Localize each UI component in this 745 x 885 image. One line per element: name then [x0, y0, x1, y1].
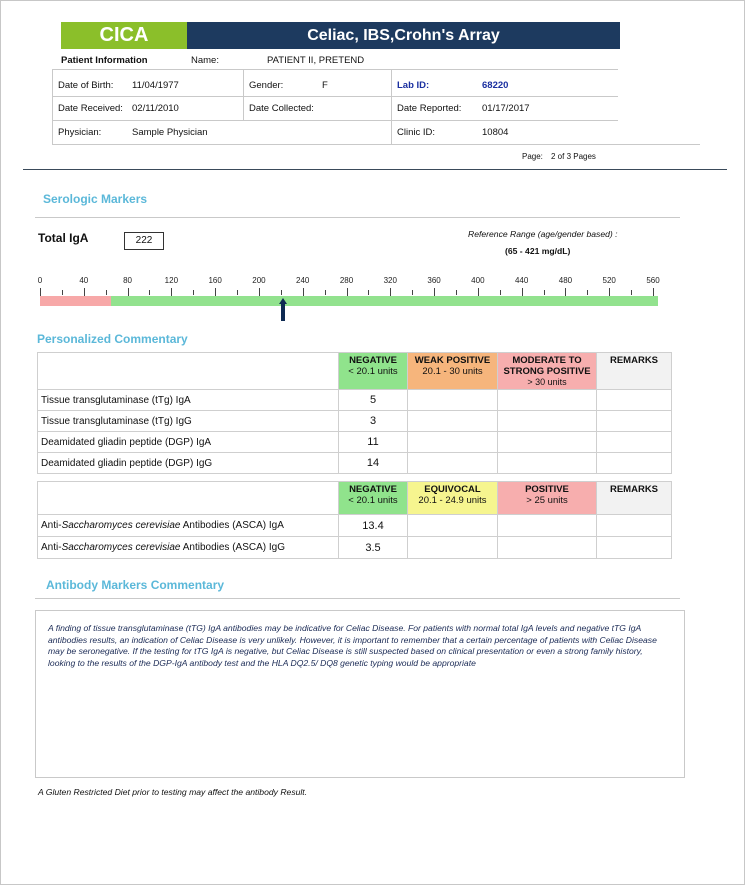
- scale-tick-label: 40: [79, 276, 89, 285]
- report-title: Celiac, IBS,Crohn's Array: [187, 22, 620, 49]
- scale-major-tick: [565, 288, 566, 296]
- reference-label: Reference Range (age/gender based) :: [468, 229, 618, 239]
- table-row: [38, 537, 672, 559]
- scale-tick-label: 520: [602, 276, 616, 285]
- grid-vline: [52, 69, 53, 144]
- scale-major-tick: [478, 288, 479, 296]
- scale-minor-tick: [587, 290, 588, 295]
- serologic-title: Serologic Markers: [43, 192, 148, 206]
- antibody-title: Antibody Markers Commentary: [46, 578, 225, 592]
- scale-minor-tick: [193, 290, 194, 295]
- scale-major-tick: [390, 288, 391, 296]
- scale-minor-tick: [500, 290, 501, 295]
- name-label: Name:: [191, 55, 219, 66]
- marker-value: 13.4: [339, 515, 408, 537]
- scale-major-tick: [522, 288, 523, 296]
- grid-vline: [391, 69, 392, 144]
- scale-minor-tick: [456, 290, 457, 295]
- physician-value: Sample Physician: [132, 127, 208, 138]
- celiac-table: [37, 352, 672, 474]
- header-blank-cell: [38, 353, 339, 390]
- scale-minor-tick: [368, 290, 369, 295]
- scale-tick-label: 400: [471, 276, 485, 285]
- commentary-title: Personalized Commentary: [37, 332, 188, 346]
- marker-value: 3: [339, 411, 408, 432]
- negative-header: NEGATIVE < 20.1 units: [339, 353, 408, 390]
- clinic-value: 10804: [482, 127, 509, 138]
- marker-name: Tissue transglutaminase (tTg) IgG: [38, 411, 339, 432]
- table-row: [38, 515, 672, 537]
- scale-major-tick: [171, 288, 172, 296]
- marker-name: Tissue transglutaminase (tTg) IgA: [38, 390, 339, 411]
- marker-value: 5: [339, 390, 408, 411]
- divider: [35, 598, 680, 599]
- scale-tick-label: 120: [164, 276, 179, 285]
- reference-range: (65 - 421 mg/dL): [505, 246, 571, 256]
- negative-header: NEGATIVE < 20.1 units: [339, 482, 408, 515]
- divider: [52, 69, 618, 70]
- divider: [35, 217, 680, 218]
- divider: [52, 96, 618, 97]
- patient-info-label: Patient Information: [61, 55, 148, 66]
- received-label: Date Received:: [58, 103, 123, 114]
- collected-label: Date Collected:: [249, 103, 314, 114]
- reported-label: Date Reported:: [397, 103, 462, 114]
- scale-major-tick: [40, 288, 41, 296]
- asca-table: [37, 481, 672, 559]
- scale-minor-tick: [544, 290, 545, 295]
- scale-minor-tick: [631, 290, 632, 295]
- reported-value: 01/17/2017: [482, 103, 530, 114]
- marker-name: Anti-Saccharomyces cerevisiae Antibodies (ASCA) IgA: [38, 515, 339, 537]
- grid-vline: [243, 69, 244, 120]
- table-row: [38, 390, 672, 411]
- scale-minor-tick: [325, 290, 326, 295]
- page-label: Page:: [522, 152, 543, 161]
- scale-major-tick: [128, 288, 129, 296]
- weak-positive-header: WEAK POSITIVE 20.1 - 30 units: [408, 353, 498, 390]
- header-rule: [23, 169, 727, 170]
- scale-minor-tick: [149, 290, 150, 295]
- scale-tick-label: 320: [383, 276, 397, 285]
- table-row: [38, 411, 672, 432]
- page-number: 2 of 3 Pages: [551, 152, 596, 161]
- gender-label: Gender:: [249, 80, 284, 91]
- received-value: 02/11/2010: [132, 103, 179, 114]
- equivocal-header: EQUIVOCAL 20.1 - 24.9 units: [408, 482, 498, 515]
- scale-major-tick: [347, 288, 348, 296]
- low-range-bar: [40, 296, 111, 306]
- antibody-commentary-box: [35, 610, 685, 778]
- marker-value: 11: [339, 432, 408, 453]
- scale-tick-label: 360: [427, 276, 441, 285]
- header-blank-cell: [38, 482, 339, 515]
- scale-major-tick: [434, 288, 435, 296]
- dob-value: 11/04/1977: [132, 80, 179, 91]
- patient-name: PATIENT II, PRETEND: [267, 55, 365, 66]
- marker-name: Anti-Saccharomyces cerevisiae Antibodies (ASCA) IgG: [38, 537, 339, 559]
- labid-value: 68220: [482, 80, 509, 91]
- marker-value: 3.5: [339, 537, 408, 559]
- labid-label: Lab ID:: [397, 80, 430, 91]
- antibody-commentary-text: A finding of tissue transglutaminase (tTG) IgA antibodies may be indicative for Celiac Disease. For patients with normal total IgA levels and negative tTG IgA antibodies results, an indication of Celiac Disease is very unlikely. However, it is important to remember that a certain percentage of patients with Celiac Disease may be seronegative. If the testing for tTG IgA is negative, but Celiac Disease is still suspected based on clinical presentation or even a strong family history, looking to the results of the DGP-IgA antibody test and the HLA DQ2.5/ DQ8 genetic typing would be appropriate: [48, 623, 657, 668]
- table-row: [38, 453, 672, 474]
- physician-label: Physician:: [58, 127, 102, 138]
- positive-header: POSITIVE > 25 units: [498, 482, 597, 515]
- scale-major-tick: [303, 288, 304, 296]
- divider: [52, 120, 618, 121]
- total-iga-label: Total IgA: [38, 231, 89, 245]
- table-row: [38, 432, 672, 453]
- scale-major-tick: [653, 288, 654, 296]
- normal-range-bar: [40, 296, 658, 306]
- divider: [52, 144, 700, 145]
- scale-major-tick: [259, 288, 260, 296]
- scale-minor-tick: [412, 290, 413, 295]
- clinic-label: Clinic ID:: [397, 127, 436, 138]
- marker-name: Deamidated gliadin peptide (DGP) IgA: [38, 432, 339, 453]
- scale-major-tick: [84, 288, 85, 296]
- moderate-strong-header: MODERATE TO STRONG POSITIVE > 30 units: [498, 353, 597, 390]
- scale-tick-label: 240: [296, 276, 310, 285]
- scale-minor-tick: [281, 290, 282, 295]
- scale-minor-tick: [62, 290, 63, 295]
- remarks-header: REMARKS: [597, 482, 672, 515]
- scale-tick-label: 560: [646, 276, 660, 285]
- scale-tick-label: 440: [514, 276, 529, 285]
- remarks-header: REMARKS: [597, 353, 672, 390]
- scale-major-tick: [215, 288, 216, 296]
- marker-name: Deamidated gliadin peptide (DGP) IgG: [38, 453, 339, 474]
- marker-value: 14: [339, 453, 408, 474]
- scale-tick-label: 160: [208, 276, 222, 285]
- scale-tick-label: 200: [252, 276, 266, 285]
- scale-tick-label: 80: [123, 276, 133, 285]
- scale-major-tick: [609, 288, 610, 296]
- brand-logo: CICA: [61, 22, 187, 49]
- scale-tick-label: 0: [37, 276, 43, 285]
- scale-minor-tick: [237, 290, 238, 295]
- scale-minor-tick: [106, 290, 107, 295]
- total-iga-value: 222: [124, 232, 164, 250]
- scale-tick-label: 480: [558, 276, 573, 285]
- gender-value: F: [322, 80, 328, 91]
- footnote: A Gluten Restricted Diet prior to testing may affect the antibody Result.: [38, 787, 308, 797]
- dob-label: Date of Birth:: [58, 80, 114, 91]
- scale-tick-label: 280: [339, 276, 354, 285]
